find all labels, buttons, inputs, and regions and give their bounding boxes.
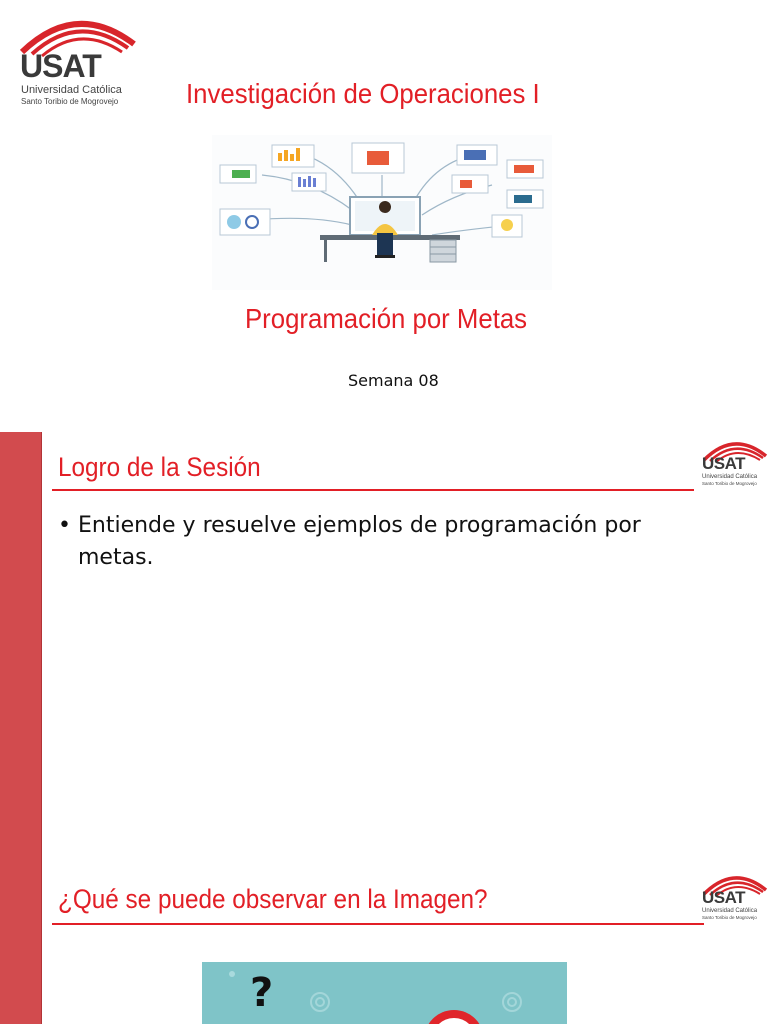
question-target-image <box>202 962 567 1024</box>
target-question-illustration <box>202 962 567 1024</box>
logo-wordmark: USAT <box>702 454 746 473</box>
logo-wordmark: USAT <box>702 888 746 907</box>
session-goal-slide <box>0 432 768 866</box>
analytics-workstation-illustration <box>212 135 552 290</box>
slide-side-bar <box>0 866 42 1024</box>
week-label: Semana 08 <box>348 371 439 390</box>
logo-university-subname: Santo Toribio de Mogrovejo <box>21 97 119 106</box>
heading-underline <box>52 489 694 491</box>
bullet-icon: • <box>58 513 71 538</box>
logo-wordmark: USAT <box>20 48 101 84</box>
slide-side-bar <box>0 432 42 866</box>
question-mark-icon: ? <box>250 970 274 1016</box>
logo-university-subname: Santo Toribio de Mogrovejo <box>702 915 757 920</box>
bullet-text: Entiende y resuelve ejemplos de programación por metas. <box>78 513 641 570</box>
slide-heading: ¿Qué se puede observar en la Imagen? <box>58 884 488 914</box>
course-title: Investigación de Operaciones I <box>186 78 540 109</box>
usat-logo <box>16 8 146 108</box>
observe-image-slide <box>0 866 768 1024</box>
heading-underline <box>52 923 704 925</box>
logo-university-name: Universidad Católica <box>702 474 758 480</box>
logo-university-name: Universidad Católica <box>21 84 122 96</box>
usat-logo <box>700 868 768 924</box>
presentation-subtitle: Programación por Metas <box>245 303 528 334</box>
slide-heading: Logro de la Sesión <box>58 452 261 482</box>
logo-university-name: Universidad Católica <box>702 908 758 914</box>
title-slide <box>0 0 768 432</box>
logo-university-subname: Santo Toribio de Mogrovejo <box>702 481 757 486</box>
bullet-item <box>58 510 718 574</box>
usat-logo <box>700 434 768 490</box>
